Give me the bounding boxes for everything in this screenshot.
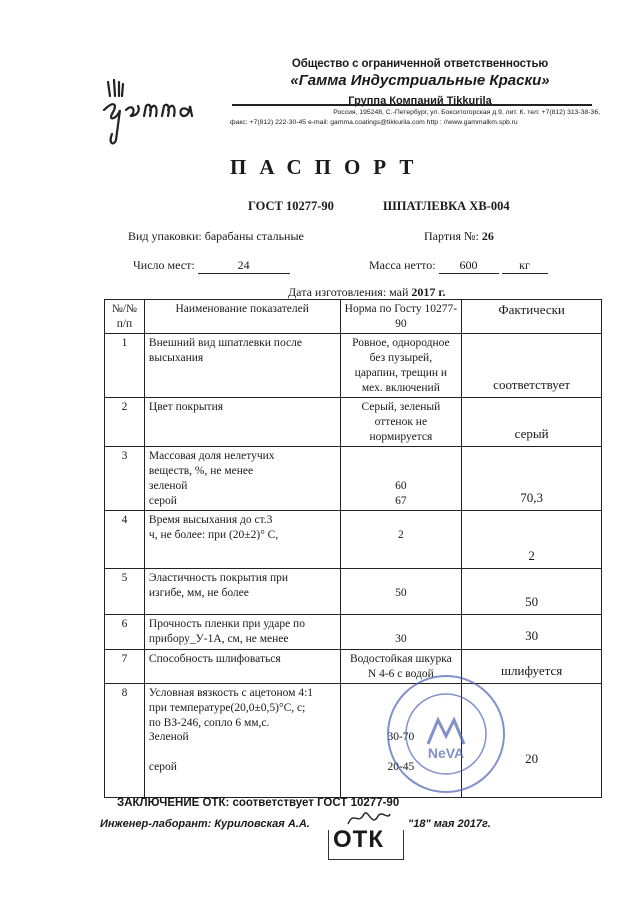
indicator-line: Способность шлифоваться (148, 652, 281, 665)
row-num: 7 (105, 649, 145, 683)
otk-conclusion: ЗАКЛЮЧЕНИЕ ОТК: соответствует ГОСТ 10277-90 (117, 797, 400, 809)
row-actual: 70,3 (462, 447, 602, 511)
indicator-line: Внешний вид шпатлевки после (148, 337, 302, 350)
row-num: 1 (105, 334, 145, 398)
norm-line (345, 464, 458, 479)
batch-label: Партия №: (424, 229, 479, 243)
row-num: 4 (105, 511, 145, 569)
indicator-line: ч, не более: при (20±2)° С, (148, 529, 279, 542)
indicator-line: при температуре(20,0±0,5)°С, с; (148, 701, 306, 714)
row-norm (340, 447, 462, 511)
batch-value: 26 (481, 229, 494, 243)
company-header (250, 58, 590, 107)
row-num: 6 (105, 615, 145, 649)
indicator-line: серой (148, 760, 177, 773)
norm-line: 67 (395, 494, 407, 507)
norm-line (345, 617, 458, 632)
header-norm: Норма по Госту 10277-90 (340, 300, 462, 334)
norm-line: 30 (395, 633, 407, 646)
address-line: Россия, 195248, С.-Петербург, ул. Бокситогорская д.9, лит. К. тел: +7(812) 313-38-36, (333, 109, 600, 116)
indicator-line: Время высыхания до ст.3 (148, 514, 273, 527)
date-label: Дата изготовления: май (288, 285, 409, 299)
norm-line: нормируется (369, 430, 433, 443)
table-row (105, 447, 602, 511)
indicator-line: Цвет покрытия (148, 401, 224, 414)
document-title: ПАСПОРТ (230, 155, 427, 179)
row-norm (340, 511, 462, 569)
norm-line (345, 571, 458, 586)
row-indicator (144, 649, 340, 683)
row-actual: 50 (462, 569, 602, 615)
norm-line: оттенок не (374, 416, 428, 429)
company-line-1: Общество с ограниченной ответственностью (291, 58, 549, 70)
table-row (105, 398, 602, 447)
row-actual: 2 (462, 511, 602, 569)
row-num: 2 (105, 398, 145, 447)
indicator-line: по ВЗ-246, сопло 6 мм,с. (148, 716, 270, 729)
norm-line: царапин, трещин и (354, 366, 448, 379)
row-indicator (144, 684, 340, 798)
row-norm (340, 398, 462, 447)
row-num: 5 (105, 569, 145, 615)
gamma-logo (100, 70, 220, 150)
row-actual: 20 (462, 684, 602, 798)
row-norm (340, 615, 462, 649)
indicator-line: Массовая доля нелетучих (148, 450, 275, 463)
table-row (105, 615, 602, 649)
norm-line: без пузырей, (369, 352, 433, 365)
norm-line: Серый, зеленый (361, 401, 441, 414)
indicator-line: Условная вязкость с ацетоном 4:1 (148, 687, 314, 700)
indicator-line: Эластичность покрытия при (148, 572, 289, 585)
row-num: 3 (105, 447, 145, 511)
norm-line: 2 (397, 529, 404, 542)
indicator-line: серой (148, 494, 177, 507)
norm-line (345, 449, 458, 464)
company-name: «Гамма Индустриальные Краски» (290, 72, 550, 89)
indicator-line (149, 745, 336, 760)
header-num: №/№ п/п (105, 300, 145, 334)
spec-table (104, 299, 602, 798)
table-row (105, 649, 602, 683)
indicator-line: зеленой (148, 479, 188, 492)
contacts-line: факс: +7(812) 222-30-45 e-mail: gamma.coatings@tikkurila.com http : //www.gammalkm.spb.ru (230, 119, 518, 126)
header-rule (232, 104, 592, 106)
norm-line: N 4-6 с водой (367, 667, 434, 680)
product-name: ШПАТЛЕВКА ХВ-004 (383, 199, 510, 213)
row-indicator (144, 615, 340, 649)
mass-label: Масса нетто: (369, 258, 436, 272)
row-indicator (144, 511, 340, 569)
indicator-line: Прочность пленки при ударе по (148, 618, 305, 631)
row-indicator (144, 569, 340, 615)
manufacture-date (288, 285, 446, 300)
row-indicator (144, 398, 340, 447)
norm-line: 30-70 (387, 731, 415, 744)
header-fact: Фактически (462, 300, 602, 334)
norm-line (345, 513, 458, 528)
mass-value: 600 (439, 258, 499, 274)
company-contacts (230, 108, 600, 128)
table-row (105, 334, 602, 398)
row-indicator (144, 447, 340, 511)
date-year: 2017 г. (411, 285, 446, 299)
indicator-line: изгибе, мм, не более (148, 587, 249, 600)
places-label: Число мест: (133, 258, 195, 272)
table-header-row (105, 300, 602, 334)
company-group: Группа Компаний Tikkurila (348, 95, 492, 107)
mass-unit: кг (502, 258, 548, 274)
row-actual: шлифуется (462, 649, 602, 683)
row-indicator (144, 334, 340, 398)
indicator-line: веществ, %, не менее (148, 465, 254, 478)
table-row (105, 569, 602, 615)
neva-round-stamp (384, 672, 508, 796)
norm-line: 20-45 (387, 760, 415, 773)
places-value: 24 (198, 258, 290, 274)
packing-type: Вид упаковки: барабаны стальные (128, 229, 304, 243)
gost-reference: ГОСТ 10277-90 (248, 199, 334, 213)
mass-field (369, 258, 548, 274)
table-row (105, 684, 602, 798)
indicator-line: высыхания (148, 352, 204, 365)
batch-field (424, 229, 494, 244)
row-norm (340, 334, 462, 398)
norm-line: 50 (395, 587, 407, 600)
row-actual: соответствует (462, 334, 602, 398)
norm-line: мех. включений (361, 381, 440, 394)
row-actual: серый (462, 398, 602, 447)
indicator-line: прибору_У-1А, см, не менее (148, 633, 289, 646)
header-name: Наименование показателей (144, 300, 340, 334)
engineer-name: Инженер-лаборант: Куриловская А.А. (100, 818, 310, 830)
indicator-line: Зеленой (148, 731, 189, 744)
norm-line: 60 (395, 479, 407, 492)
table-row (105, 511, 602, 569)
row-norm (340, 569, 462, 615)
norm-line: Ровное, однородное (352, 337, 450, 350)
norm-line: Водостойкая шкурка (349, 652, 452, 665)
sign-date: "18" мая 2017г. (408, 818, 491, 830)
row-actual: 30 (462, 615, 602, 649)
row-num: 8 (105, 684, 145, 798)
stamp-label: NeVA (427, 745, 465, 761)
otk-stamp: ОТК (333, 826, 384, 853)
places-field (133, 258, 290, 274)
